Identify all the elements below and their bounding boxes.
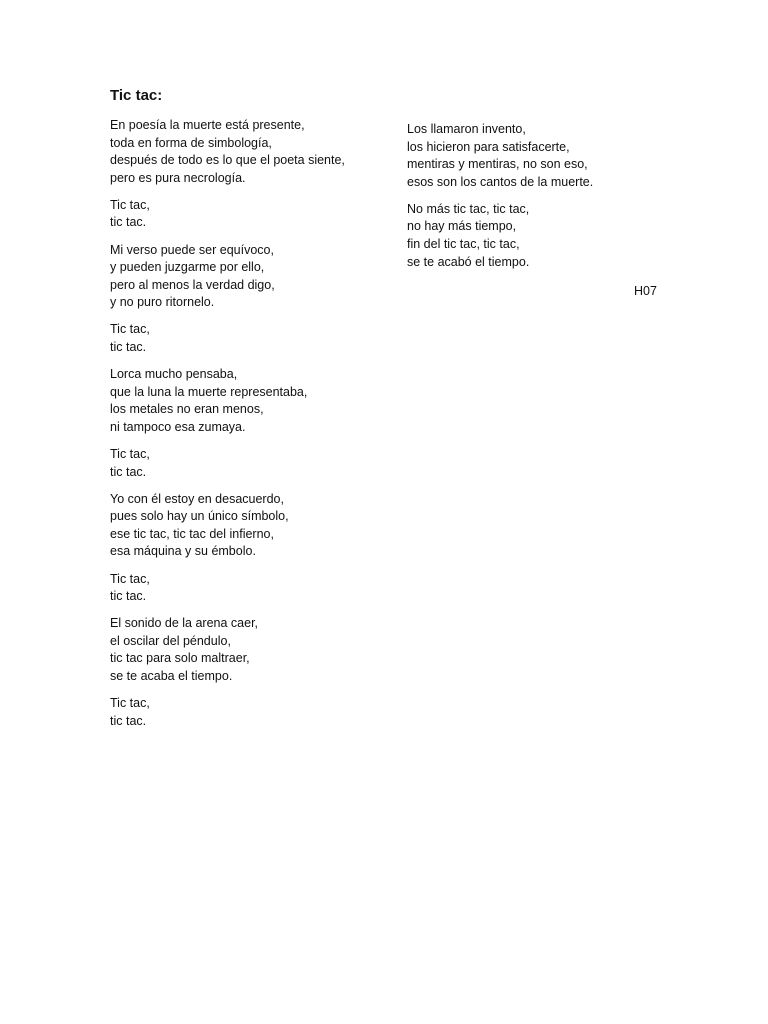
verse-line: ese tic tac, tic tac del infierno,	[110, 526, 274, 541]
verse-line: y pueden juzgarme por ello,	[110, 260, 265, 275]
refrain	[110, 446, 380, 481]
verse-line: Yo con él estoy en desacuerdo,	[110, 491, 284, 506]
verse-line: esa máquina y su émbolo.	[110, 544, 256, 559]
verse-line: y no puro ritornelo.	[110, 295, 215, 310]
verse-line: Tic tac,	[110, 571, 150, 586]
verse-line: fin del tic tac, tic tac,	[407, 237, 520, 252]
verse-line: Lorca mucho pensaba,	[110, 367, 238, 382]
verse-line: mentiras y mentiras, no son eso,	[407, 157, 588, 172]
verse-line: que la luna la muerte representaba,	[110, 384, 308, 399]
verse-line: tic tac.	[110, 589, 147, 604]
stanza	[110, 491, 380, 561]
verse-line: Tic tac,	[110, 696, 150, 711]
poem-title: Tic tac:	[110, 87, 163, 104]
refrain	[110, 695, 380, 730]
verse-line: tic tac.	[110, 713, 147, 728]
stanza	[110, 615, 380, 685]
stanza	[407, 201, 677, 271]
verse-line: los hicieron para satisfacerte,	[407, 139, 570, 154]
verse-line: ni tampoco esa zumaya.	[110, 419, 246, 434]
verse-line: Mi verso puede ser equívoco,	[110, 242, 274, 257]
verse-line: Tic tac,	[110, 447, 150, 461]
verse-line: pero es pura necrología.	[110, 170, 246, 185]
verse-line: En poesía la muerte está presente,	[110, 118, 305, 132]
stanza	[407, 121, 677, 191]
verse-line: después de todo es lo que el poeta siente,	[110, 153, 345, 168]
stanza	[110, 242, 380, 312]
verse-line: pero al menos la verdad digo,	[110, 277, 275, 292]
verse-line: toda en forma de simbología,	[110, 135, 272, 150]
verse-line: tic tac.	[110, 464, 147, 479]
stanza	[110, 366, 380, 436]
right-column	[407, 121, 677, 281]
verse-line: tic tac.	[110, 215, 147, 230]
verse-line: El sonido de la arena caer,	[110, 616, 259, 631]
refrain	[110, 571, 380, 606]
verse-line: tic tac.	[110, 340, 147, 355]
verse-line: el oscilar del péndulo,	[110, 633, 231, 648]
verse-line: Los llamaron invento,	[407, 122, 526, 136]
stanza	[110, 117, 380, 187]
verse-line: los metales no eran menos,	[110, 402, 264, 417]
left-column	[110, 117, 380, 740]
verse-line: no hay más tiempo,	[407, 219, 517, 234]
verse-line: tic tac para solo maltraer,	[110, 651, 250, 666]
verse-line: pues solo hay un único símbolo,	[110, 509, 289, 524]
verse-line: No más tic tac, tic tac,	[407, 201, 530, 216]
author-signature: H07	[634, 284, 657, 298]
verse-line: se te acaba el tiempo.	[110, 669, 233, 684]
verse-line: Tic tac,	[110, 322, 150, 337]
refrain	[110, 321, 380, 356]
verse-line: se te acabó el tiempo.	[407, 254, 530, 269]
verse-line: esos son los cantos de la muerte.	[407, 174, 594, 189]
refrain	[110, 197, 380, 232]
verse-line: Tic tac,	[110, 197, 150, 212]
